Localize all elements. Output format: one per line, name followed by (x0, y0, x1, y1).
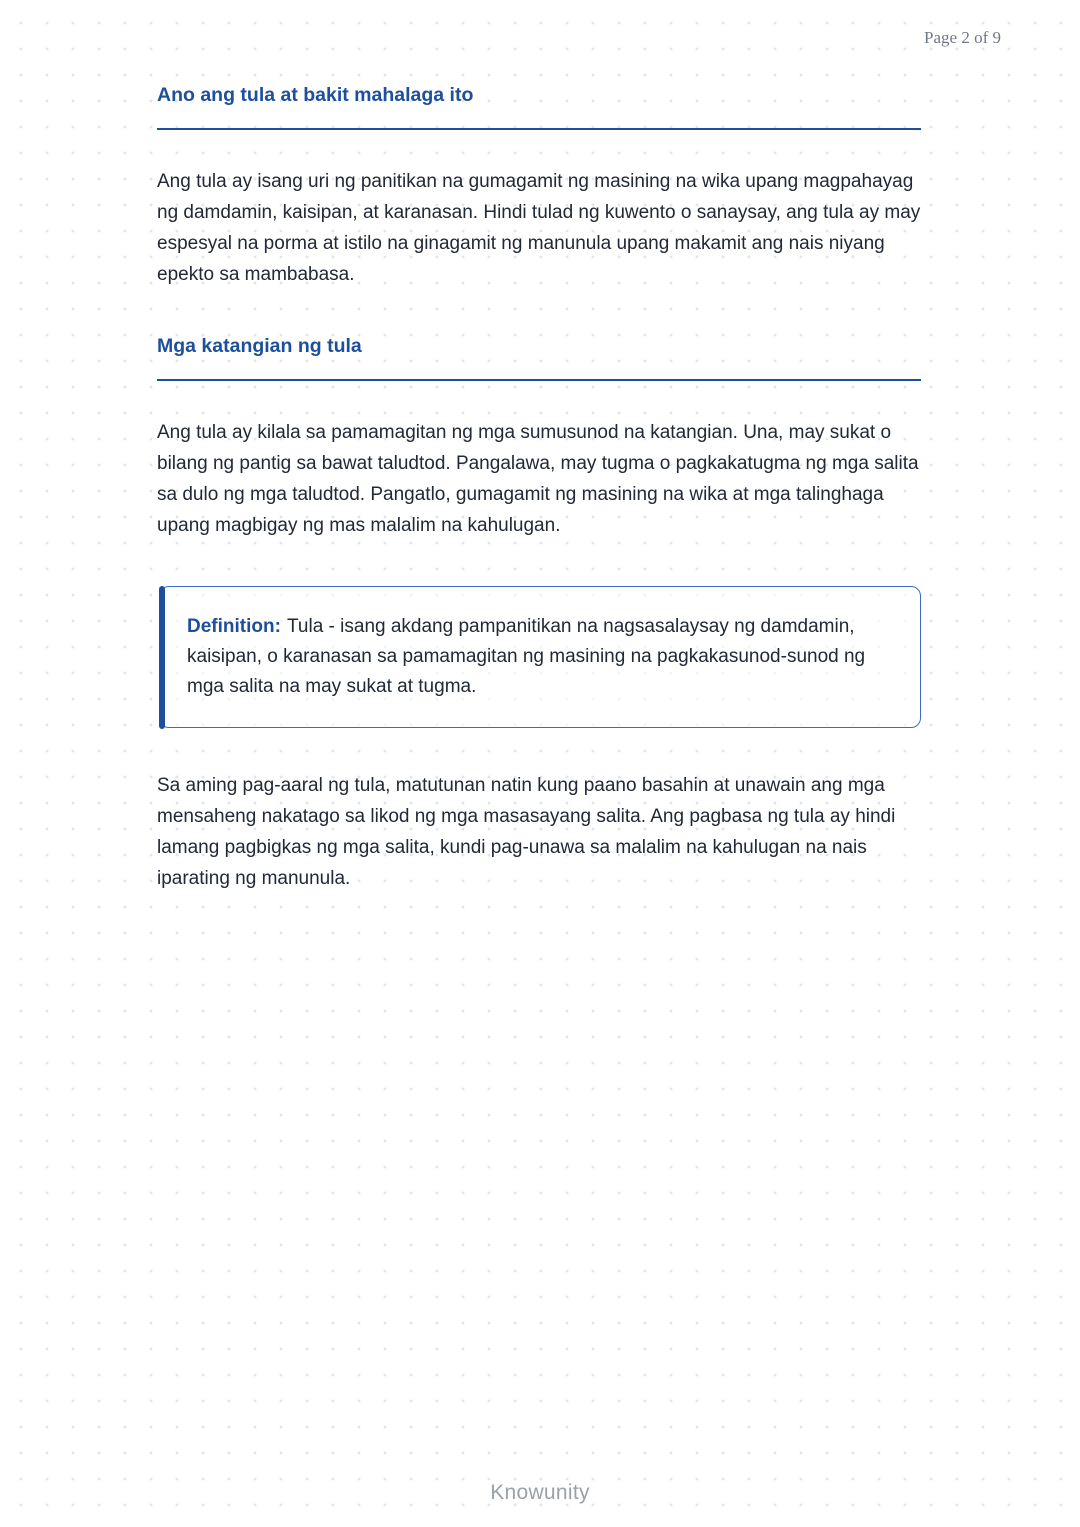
section-heading: Mga katangian ng tula (157, 335, 921, 381)
callout-label: Definition: (187, 616, 281, 637)
footer-brand: Knowunity (490, 1481, 590, 1504)
callout-text (187, 612, 890, 702)
page-footer (0, 1481, 1080, 1505)
section-mga-katangian (157, 335, 921, 541)
section-paragraph: Ang tula ay kilala sa pamamagitan ng mga sumusunod na katangian. Una, may sukat o bilang ng pantig sa bawat taludtod. Pangalawa, may tugma o pagkakatugma ng mga salita sa dulo ng mga taludtod. Pangatlo, gumagamit ng masining na wika at mga talinghaga upang magbigay ng mas malalim na kahulugan. (157, 422, 919, 536)
document-content (157, 84, 921, 939)
definition-callout (159, 586, 921, 728)
closing-paragraph: Sa aming pag-aaral ng tula, matutunan natin kung paano basahin at unawain ang mga mensaheng nakatago sa likod ng mga masasayang salita. Ang pagbasa ng tula ay hindi lamang pagbigkas ng mga salita, kundi pag-unawa sa malalim na kahulugan na nais iparating ng manunula. (157, 775, 896, 889)
page-indicator: Page 2 of 9 (924, 28, 1001, 47)
section-ano-ang-tula (157, 84, 921, 290)
section-heading: Ano ang tula at bakit mahalaga ito (157, 84, 921, 130)
section-paragraph: Ang tula ay isang uri ng panitikan na gumagamit ng masining na wika upang magpahayag ng damdamin, kaisipan, at karanasan. Hindi tulad ng kuwento o sanaysay, ang tula ay may espesyal na porma at istilo na ginagamit ng manunula upang makamit ang nais niyang epekto sa mambabasa. (157, 171, 921, 285)
callout-accent-bar (159, 586, 165, 729)
callout-body: Tula - isang akdang pampanitikan na nagsasalaysay ng damdamin, kaisipan, o karanasan sa pamamagitan ng masining na pagkakasunod-sunod ng mga salita na may sukat at tugma. (187, 616, 866, 697)
